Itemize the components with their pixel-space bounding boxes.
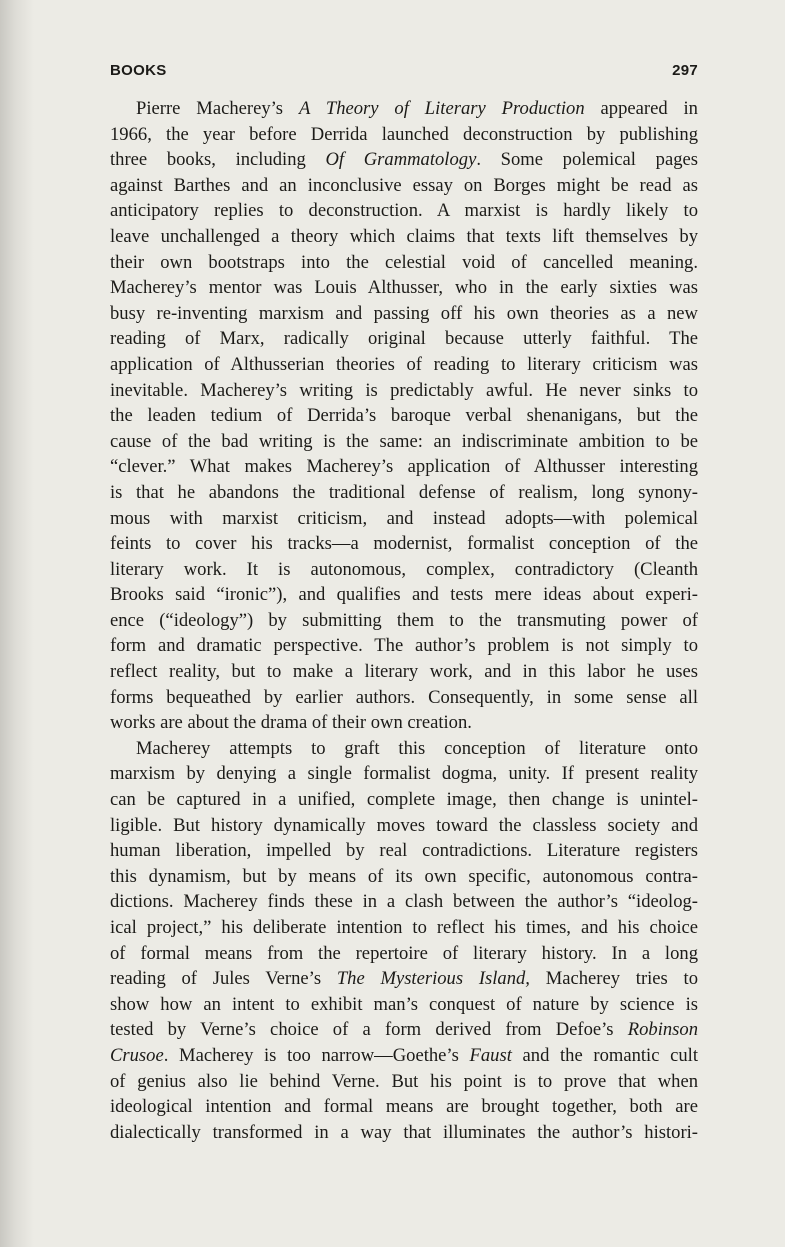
italic-title: The Mysterious Island, [336,968,530,990]
text-run: dictions. Macherey finds these in a clash between the author’s “ideolog- [110,891,698,913]
text-run: of genius also lie behind Verne. But his point is to prove that when [110,1070,698,1092]
text-run: is that he abandons the traditional defense of realism, long synony- [110,481,698,503]
text-run: ence (“ideology”) by submitting them to the transmuting power of [110,609,698,631]
text-run: Brooks said “ironic”), and qualifies and tests mere ideas about experi- [110,584,698,606]
text-run: three books, including [110,149,326,171]
page-number: 297 [672,62,698,79]
text-run: Macherey tries to [529,968,698,990]
text-line [110,761,698,787]
italic-title: Crusoe [110,1044,164,1066]
text-line [110,915,698,941]
text-line [110,403,698,429]
text-run: “clever.” What makes Macherey’s application of Althusser interesting [110,456,698,478]
text-line [110,941,698,967]
text-line [110,96,698,122]
text-line [110,275,698,301]
text-line [110,710,698,736]
text-run: ligible. But history dynamically moves toward the classless society and [110,814,698,836]
text-line [110,813,698,839]
text-run: inevitable. Macherey’s writing is predictably awful. He never sinks to [110,379,698,401]
book-spine-shadow [0,0,34,1247]
text-line [110,173,698,199]
italic-title: Robinson [627,1019,698,1041]
text-run: of formal means from the repertoire of literary history. In a long [110,942,698,964]
text-line [110,966,698,992]
text-run: tested by Verne’s choice of a form derived from Defoe’s [110,1019,628,1041]
text-line [110,633,698,659]
text-run: marxism by denying a single formalist dogma, unity. If present reality [110,763,698,785]
text-run: anticipatory replies to deconstruction. A marxist is hardly likely to [110,200,698,222]
text-run: Pierre Macherey’s [136,98,299,119]
text-line [110,659,698,685]
body-text [110,96,698,1145]
running-head [110,62,698,84]
italic-title: Faust [469,1044,512,1066]
text-run: reflect reality, but to make a literary work, and in this labor he uses [110,661,698,683]
italic-title: Of Grammatology [325,149,477,171]
text-line [110,147,698,173]
text-run: reading of Marx, radically original because utterly faithful. The [110,328,698,350]
book-page [110,62,698,1145]
text-run: against Barthes and an inconclusive essay on Borges might be read as [110,174,698,196]
text-line [110,1017,698,1043]
text-run: busy re-inventing marxism and passing off his own theories as a new [110,302,698,324]
text-line [110,608,698,634]
text-run: . Macherey is too narrow—Goethe’s [163,1044,470,1066]
text-run: leave unchallenged a theory which claims that texts lift themselves by [110,225,698,247]
text-line [110,352,698,378]
text-line [110,326,698,352]
text-run: can be captured in a unified, complete image, then change is unintel- [110,789,698,811]
text-run: literary work. It is autonomous, complex, contradictory (Cleanth [110,558,698,580]
text-line [110,224,698,250]
text-run: 1966, the year before Derrida launched deconstruction by publishing [110,123,698,145]
text-run: forms bequeathed by earlier authors. Consequently, in some sense all [110,686,698,708]
text-line [110,531,698,557]
paragraph [110,96,698,736]
text-run: their own bootstraps into the celestial void of cancelled meaning. [110,251,698,273]
text-line [110,582,698,608]
text-line [110,1094,698,1120]
text-line [110,557,698,583]
text-run: reading of Jules Verne’s [110,968,337,990]
text-line [110,429,698,455]
text-run: Macherey’s mentor was Louis Althusser, who in the early sixties was [110,277,698,299]
text-run: show how an intent to exhibit man’s conquest of nature by science is [110,993,698,1015]
text-line [110,480,698,506]
text-line [110,838,698,864]
text-run: dialectically transformed in a way that illuminates the author’s histori- [110,1121,698,1143]
text-run: cause of the bad writing is the same: an indiscriminate ambition to be [110,430,698,452]
text-line [110,198,698,224]
text-line [110,787,698,813]
paragraph [110,736,698,1146]
text-line [110,250,698,276]
text-line [110,1069,698,1095]
text-run: ideological intention and formal means are brought together, both are [110,1096,698,1118]
text-run: ical project,” his deliberate intention to reflect his times, and his choice [110,917,698,938]
italic-title: A Theory of Literary Production [298,98,585,119]
text-run: application of Althusserian theories of reading to literary criticism was [110,353,698,375]
text-run: mous with marxist criticism, and instead adopts—with polemical [110,507,698,529]
text-line [110,1043,698,1069]
text-line [110,454,698,480]
text-run: appeared in [584,98,698,119]
text-line [110,992,698,1018]
text-line [110,122,698,148]
text-line [110,736,698,762]
text-run: and the romantic cult [511,1044,699,1066]
text-run: form and dramatic perspective. The author’s problem is not simply to [110,635,698,657]
text-line [110,301,698,327]
text-run: Macherey attempts to graft this conception of literature onto [136,737,698,759]
text-line [110,1120,698,1146]
text-run: . Some polemical pages [476,149,698,171]
text-run: the leaden tedium of Derrida’s baroque verbal shenanigans, but the [110,405,698,427]
text-line [110,889,698,915]
text-run: this dynamism, but by means of its own specific, autonomous contra- [110,865,698,887]
text-line [110,685,698,711]
text-line [110,506,698,532]
text-run: human liberation, impelled by real contradictions. Literature registers [110,840,698,862]
text-line [110,864,698,890]
section-title: BOOKS [110,62,167,79]
text-line [110,378,698,404]
text-run: feints to cover his tracks—a modernist, formalist conception of the [110,533,698,555]
text-run: works are about the drama of their own creation. [110,712,472,734]
